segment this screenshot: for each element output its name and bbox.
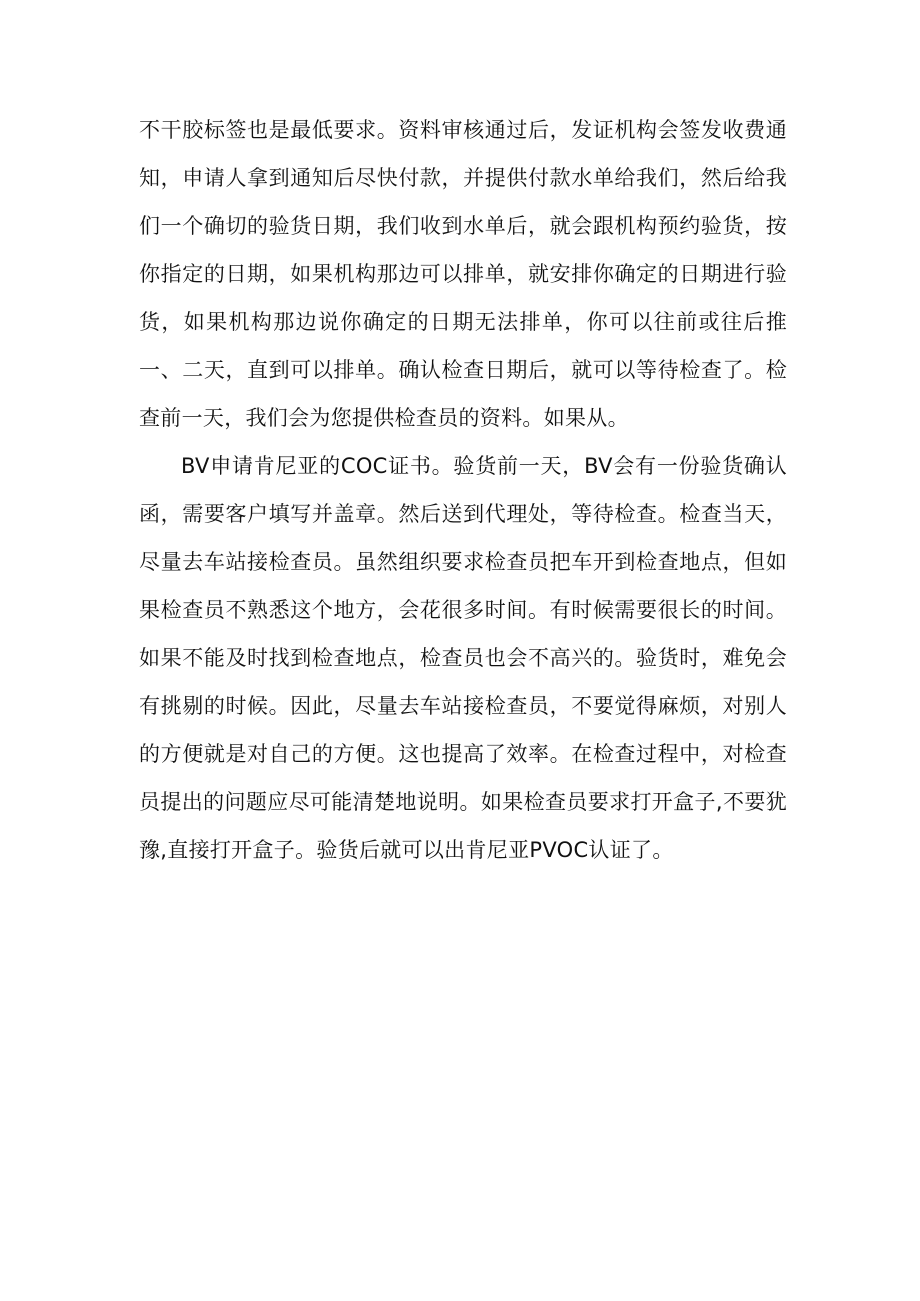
document-body	[139, 106, 787, 874]
paragraph-2: BV申请肯尼亚的COC证书。验货前一天，BV会有一份验货确认函，需要客户填写并盖章。然后送到代理处，等待检查。检查当天，尽量去车站接检查员。虽然组织要求检查员把车开到检查地点，但如果检查员不熟悉这个地方，会花很多时间。有时候需要很长的时间。如果不能及时找到检查地点，检查员也会不高兴的。验货时，难免会有挑剔的时候。因此，尽量去车站接检查员，不要觉得麻烦，对别人的方便就是对自己的方便。这也提高了效率。在检查过程中，对检查员提出的问题应尽可能清楚地说明。如果检查员要求打开盒子,不要犹豫,直接打开盒子。验货后就可以出肯尼亚PVOC认证了。	[139, 454, 787, 862]
paragraph-1: 不干胶标签也是最低要求。资料审核通过后，发证机构会签发收费通知，申请人拿到通知后尽快付款，并提供付款水单给我们，然后给我们一个确切的验货日期，我们收到水单后，就会跟机构预约验货，按你指定的日期，如果机构那边可以排单，就安排你确定的日期进行验货，如果机构那边说你确定的日期无法排单，你可以往前或往后推一、二天，直到可以排单。确认检查日期后，就可以等待检查了。检查前一天，我们会为您提供检查员的资料。如果从。	[139, 118, 787, 430]
